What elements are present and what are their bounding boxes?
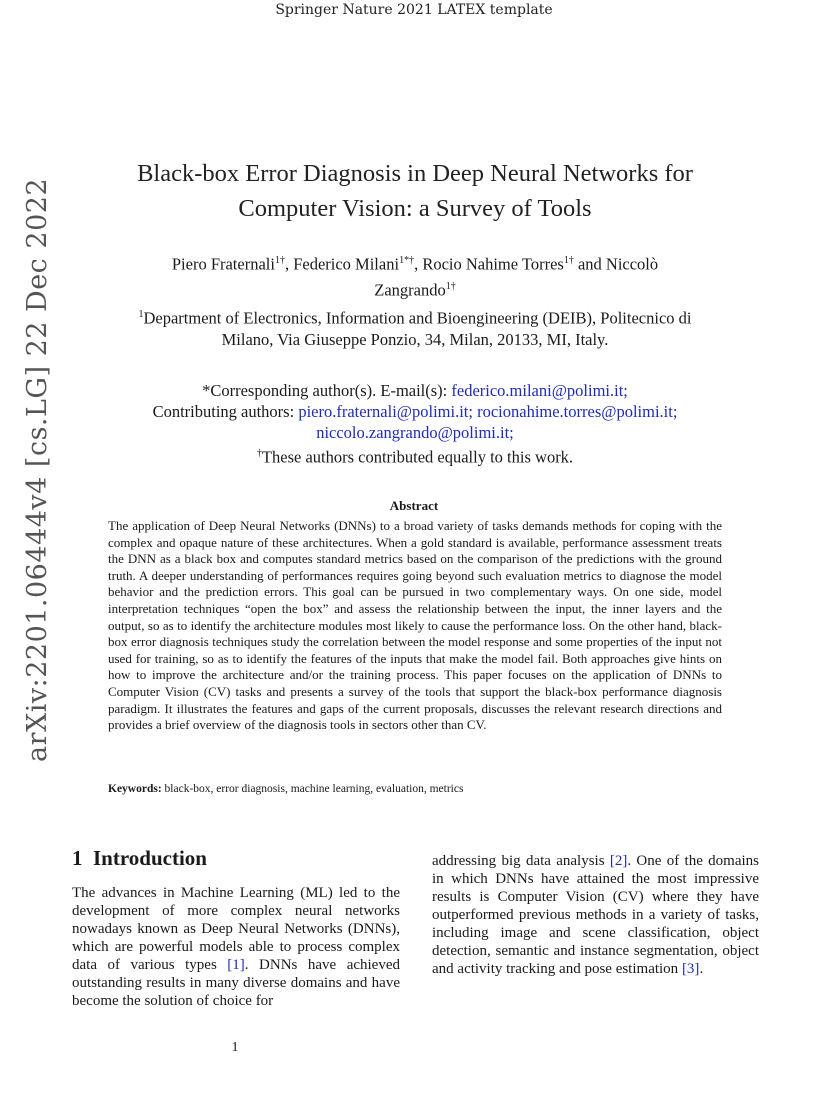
author-name: Rocio Nahime Torres [422,254,564,274]
citation-link[interactable]: [3] [681,961,700,977]
intro-text: . DNNs have achieved outstanding results in many diverse domains and have become the solution of choice for [72,957,400,1009]
citation-link[interactable]: [2] [609,853,628,869]
author-marker: 1† [445,280,456,292]
author-name: Piero Fraternali [171,254,275,274]
corresponding-email-link[interactable]: federico.milani@polimi.it; [451,381,628,400]
affiliation-marker: 1 [138,309,144,320]
abstract-text: The application of Deep Neural Networks (DNNs) to a broad variety of tasks demands methods for coping with the complex and opaque nature of these architectures. When a gold standard is available, performance assessment treats the DNN as a black box and computes standard metrics based on the comparison of the predictions with the ground truth. A deeper understanding of performances requires going beyond such evaluation metrics to diagnose the model behavior and the prediction errors. This goal can be pursued in two complementary ways. On one side, model interpretation techniques “open the box” and assess the relationship between the input, the inner layers and the output, so as to identify the architecture modules most likely to cause the performance loss. On the other hand, black-box error diagnosis techniques study the correlation between the model response and some properties of the input not used for training, so as to identify the features of the inputs that make the model fail. Both approaches give hints on how to improve the architecture and/or the training process. This paper focuses on the application of DNNs to Computer Vision (CV) tasks and presents a survey of the tools that support the black-box performance diagnosis paradigm. It illustrates the features and gaps of the current proposals, discusses the relevant research directions and provides a brief overview of the diagnosis tools in sectors other than CV. [108,518,722,733]
intro-text: The advances in Machine Learning (ML) led to the development of more complex neural networks nowadays known as Deep Neural Networks (DNNs), which are powerful models able to process complex data of various types [72,885,400,973]
section-heading [72,846,207,871]
author-conjunction: and Niccolò [577,254,659,274]
keywords [108,783,722,795]
intro-left-column [72,884,400,1010]
section-number: 1 [72,846,83,870]
affiliation-line-2: Milano, Via Giuseppe Ponzio, 34, Milan, 20133, MI, Italy. [221,329,609,349]
author-name: Zangrando [374,280,446,299]
author-marker: 1† [274,255,285,266]
corresponding-label: *Corresponding author(s). E-mail(s): [202,381,452,400]
author-name: Federico Milani [293,254,400,274]
author-list: Piero Fraternali$^{1\dagger}$, Federico Milani$^{1*\dagger}$, Rocio Nahime Torres$^{1\dagger}$ and Niccolò Zangrando$^{1\dagger}$ [171,254,659,299]
author-marker: 1† [563,255,574,266]
intro-text: addressing big data analysis [432,853,610,869]
title-line-2: Computer Vision: a Survey of Tools [238,195,592,222]
affiliation-line-1: Department of Electronics, Information and Bioengineering (DEIB), Politecnico di [143,308,692,328]
citation-link[interactable]: [1] [227,957,245,973]
contributing-email-link[interactable]: niccolo.zangrando@polimi.it; [316,423,514,442]
contributing-email-link[interactable]: rocionahime.torres@polimi.it; [477,402,678,421]
running-header: Springer Nature 2021 LATEX template [275,2,553,18]
contributing-label: Contributing authors: [152,402,299,421]
affiliation [100,304,730,350]
author-marker: 1*† [399,255,415,266]
section-title: Introduction [93,846,207,870]
correspondence-block [90,380,740,468]
intro-text: . [699,961,704,977]
page-number: 1 [231,1040,239,1055]
intro-text: . One of the domains in which DNNs have attained the most impressive results is Computer Vision (CV) where they have outperformed previous methods in a variety of tasks, including image and scene classification, object detection, semantic and instance segmentation, object and activity tracking and pose estimation [432,853,759,977]
title-line-1: Black-box Error Diagnosis in Deep Neural Networks for [137,160,693,187]
keywords-text: black-box, error diagnosis, machine learning, evaluation, metrics [161,783,464,795]
dagger-marker: † [256,448,262,459]
contributing-email-link[interactable]: piero.fraternali@polimi.it; [298,402,473,421]
keywords-label: Keywords: [108,783,162,795]
intro-right-column [432,852,759,978]
arxiv-identifier: arXiv:2201.06444v4 [cs.LG] 22 Dec 2022 [22,177,53,762]
paper-title [80,156,750,226]
abstract-heading: Abstract [389,498,439,513]
equal-contribution-note: These authors contributed equally to this work. [261,447,574,467]
